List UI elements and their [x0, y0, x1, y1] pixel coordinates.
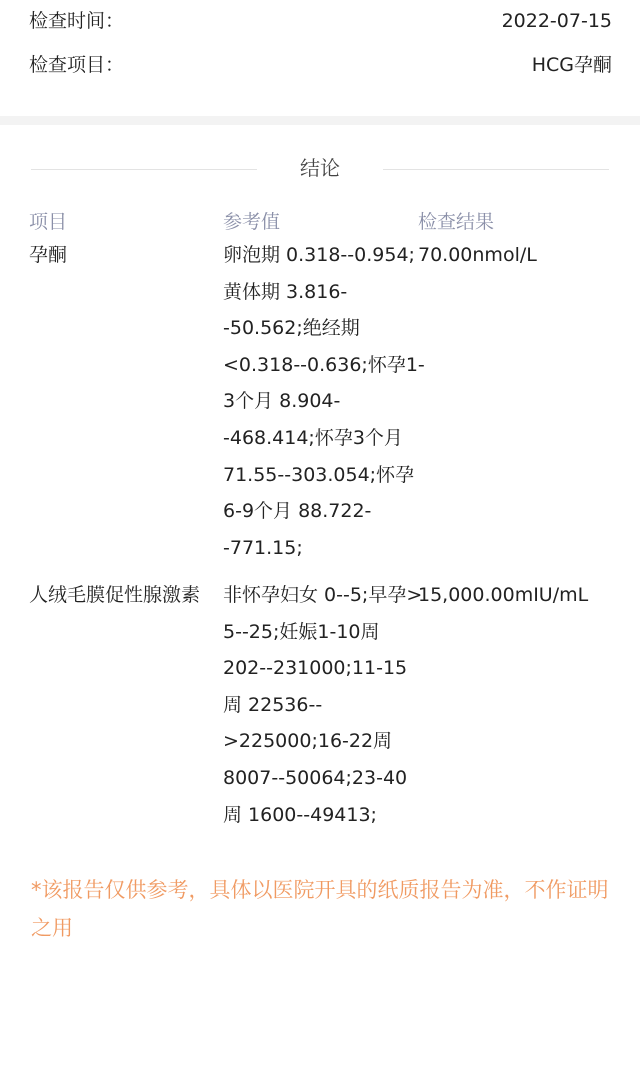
exam-item-value: HCG孕酮 — [531, 54, 612, 76]
result-row-item-name: 孕酮 — [29, 244, 68, 266]
exam-time-label: 检查时间： — [29, 10, 125, 32]
reference-line: >225000;16-22周 — [223, 730, 393, 753]
conclusion-title: 结论 — [300, 156, 340, 180]
result-row-value: 15,000.00mIU/mL — [418, 584, 589, 606]
conclusion-card — [0, 125, 640, 1075]
reference-line: <0.318--0.636;怀孕1- — [223, 353, 425, 376]
reference-line: 卵泡期 0.318--0.954; — [223, 244, 415, 266]
result-row-reference — [223, 237, 425, 566]
reference-line: -468.414;怀孕3个月 — [223, 426, 403, 449]
column-header-item: 项目 — [29, 211, 68, 233]
exam-time-row — [29, 6, 612, 36]
reference-line: -771.15; — [223, 536, 303, 559]
disclaimer-text: *该报告仅供参考，具体以医院开具的纸质报告为准，不作证明之用 — [31, 878, 609, 940]
reference-line: 8007--50064;23-40 — [223, 766, 408, 789]
exam-item-label: 检查项目： — [29, 54, 125, 76]
reference-line: 3个月 8.904- — [223, 390, 341, 413]
column-header-result: 检查结果 — [418, 211, 495, 233]
divider-right — [383, 169, 609, 170]
section-separator — [0, 116, 640, 125]
reference-line: 非怀孕妇女 0--5;早孕> — [223, 584, 423, 606]
reference-line: 5--25;妊娠1-10周 — [223, 620, 380, 643]
reference-line: 6-9个月 88.722- — [223, 500, 372, 523]
result-row-reference — [223, 577, 422, 833]
result-row-value: 70.00nmol/L — [418, 244, 537, 266]
reference-line: 周 1600--49413; — [223, 803, 377, 826]
reference-line: -50.562;绝经期 — [223, 317, 360, 340]
reference-line: 71.55--303.054;怀孕 — [223, 463, 415, 486]
exam-time-value: 2022-07-15 — [501, 10, 612, 32]
column-header-reference: 参考值 — [223, 211, 281, 233]
reference-line: 202--231000;11-15 — [223, 657, 408, 680]
reference-line: 黄体期 3.816- — [223, 280, 348, 303]
exam-item-row — [29, 50, 612, 80]
result-row-item-name: 人绒毛膜促性腺激素 — [29, 584, 201, 606]
reference-line: 周 22536-- — [223, 693, 323, 716]
exam-info-card — [0, 0, 640, 116]
